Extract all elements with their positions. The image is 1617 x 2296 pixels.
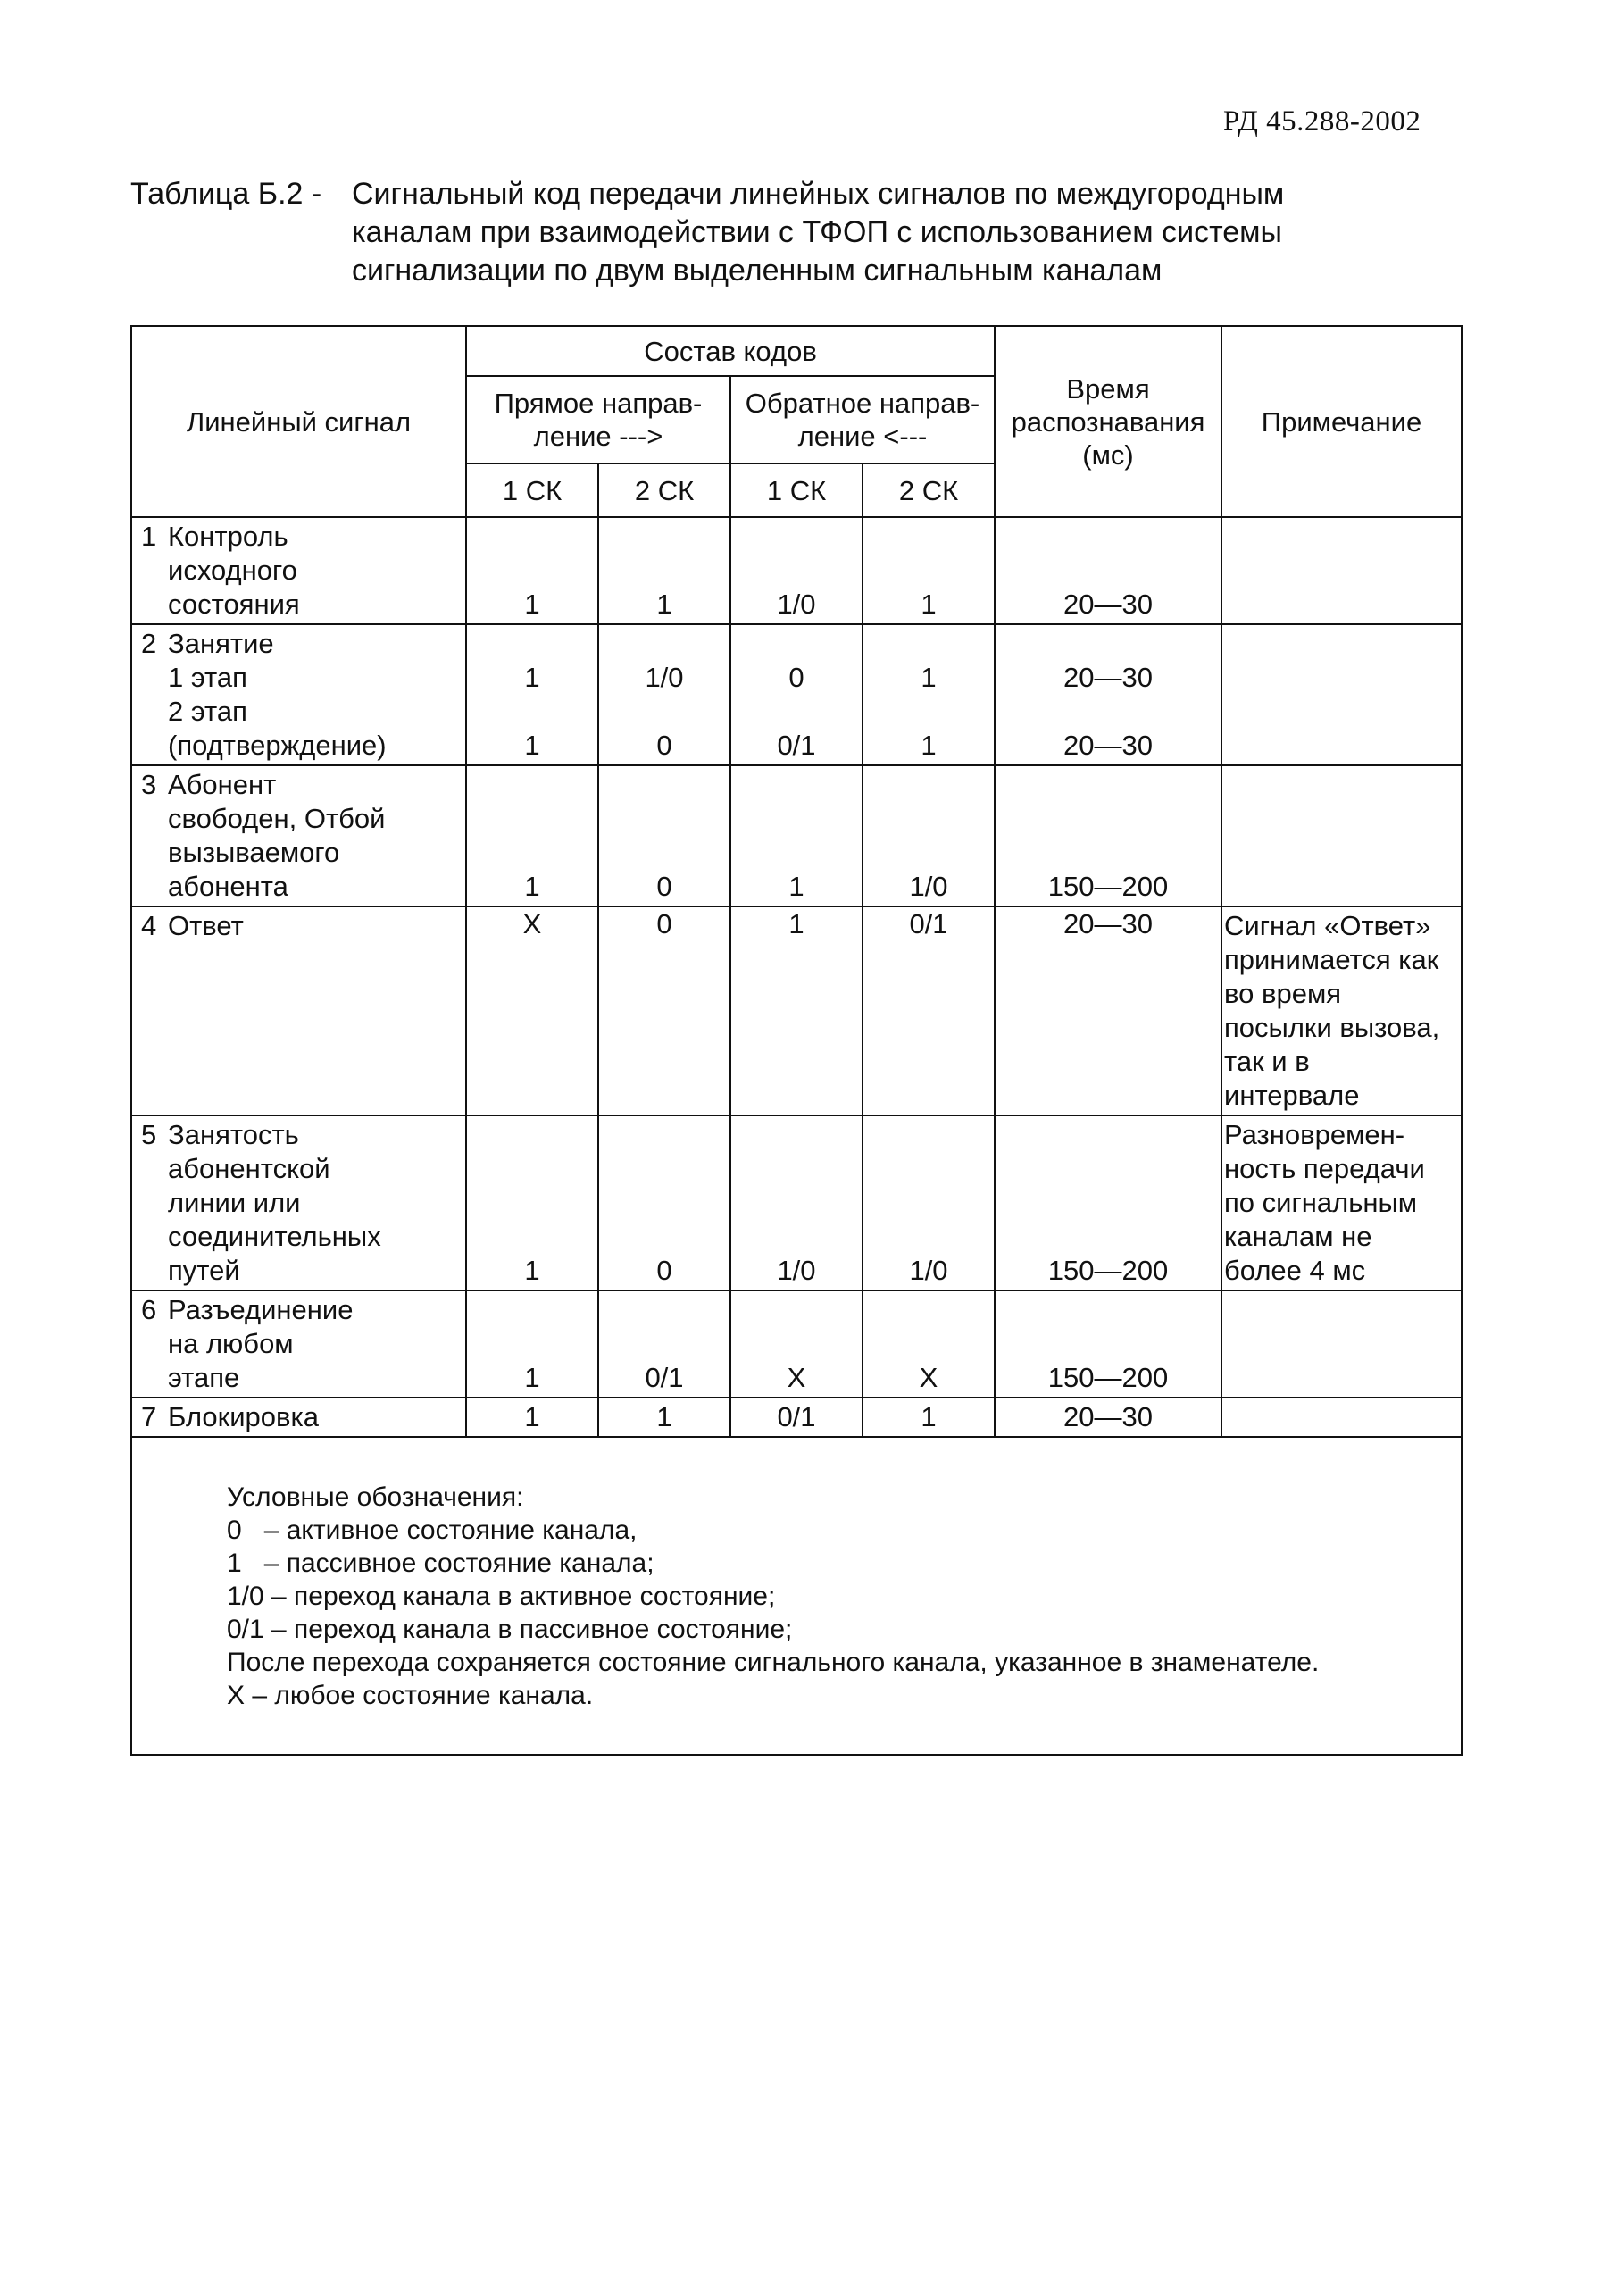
value-cell: X bbox=[863, 1290, 995, 1398]
value-stage2: 1 bbox=[921, 730, 937, 761]
note-cell bbox=[1221, 1398, 1462, 1437]
value-stage1: 0 bbox=[788, 662, 804, 693]
row-number: 4 bbox=[141, 910, 157, 941]
value-stage2: 1 bbox=[524, 730, 540, 761]
legend-item: После перехода сохраняется состояние сигнального канала, указанное в знаменателе. bbox=[227, 1648, 1320, 1677]
time-cell: 150—200 bbox=[995, 1115, 1221, 1290]
value-cell: 1 bbox=[466, 765, 598, 906]
signal-cell bbox=[131, 517, 466, 624]
value-cell: 0/1 bbox=[598, 1290, 730, 1398]
value-stage2: 0 bbox=[656, 730, 672, 761]
signal-line: 1 этап bbox=[168, 662, 247, 693]
value-stage2: 0/1 bbox=[777, 730, 816, 761]
value-cell: X bbox=[466, 906, 598, 1115]
table-row bbox=[131, 1115, 1462, 1290]
note-line: во время bbox=[1224, 978, 1342, 1009]
value-cell: 1/0 bbox=[863, 1115, 995, 1290]
value-cell: X bbox=[730, 1290, 863, 1398]
caption-line: сигнализации по двум выделенным сигнальным каналам bbox=[352, 254, 1163, 288]
signal-line: абонентской bbox=[168, 1153, 330, 1184]
note-cell bbox=[1221, 906, 1462, 1115]
legend-item: X – любое состояние канала. bbox=[227, 1681, 594, 1710]
header-codes: Состав кодов bbox=[466, 326, 995, 376]
value-stage1: 1 bbox=[524, 662, 540, 693]
time-cell: 20—30 bbox=[995, 517, 1221, 624]
value-cell: 1 bbox=[863, 517, 995, 624]
signal-cell bbox=[131, 624, 466, 765]
signal-cell bbox=[131, 906, 466, 1115]
signal-line: на любом bbox=[168, 1328, 294, 1359]
note-cell bbox=[1221, 517, 1462, 624]
row-number: 7 bbox=[141, 1401, 157, 1432]
note-line: более 4 мс bbox=[1224, 1255, 1366, 1286]
row-number: 1 bbox=[141, 521, 157, 552]
value-cell bbox=[466, 624, 598, 765]
value-cell: 1 bbox=[863, 1398, 995, 1437]
signal-cell bbox=[131, 1398, 466, 1437]
header-backward: Обратное направ-ление <--- bbox=[730, 376, 995, 463]
value-cell: 0/1 bbox=[730, 1398, 863, 1437]
value-cell: 0 bbox=[598, 765, 730, 906]
note-line: посылки вызова, bbox=[1224, 1012, 1440, 1043]
table-row bbox=[131, 624, 1462, 765]
value-cell: 1 bbox=[730, 906, 863, 1115]
value-cell bbox=[730, 624, 863, 765]
signal-line: Блокировка bbox=[168, 1401, 319, 1432]
row-number: 2 bbox=[141, 628, 157, 659]
value-stage1: 1 bbox=[921, 662, 937, 693]
signal-line: исходного bbox=[168, 555, 297, 586]
value-cell: 1 bbox=[466, 1398, 598, 1437]
signal-line: соединительных bbox=[168, 1221, 381, 1252]
header-time-text: Время распознавания (мс) bbox=[1011, 372, 1205, 471]
table-row bbox=[131, 906, 1462, 1115]
value-cell: 1 bbox=[598, 1398, 730, 1437]
signal-line: Абонент bbox=[168, 769, 277, 800]
caption-lead: Таблица Б.2 - bbox=[130, 177, 322, 211]
note-line: Сигнал «Ответ» bbox=[1224, 910, 1431, 941]
note-line: интервале bbox=[1224, 1080, 1360, 1111]
signal-line: абонента bbox=[168, 871, 288, 902]
note-cell bbox=[1221, 624, 1462, 765]
value-cell: 1 bbox=[730, 765, 863, 906]
value-cell: 1/0 bbox=[730, 517, 863, 624]
legend-row bbox=[131, 1437, 1462, 1755]
value-cell: 1 bbox=[598, 517, 730, 624]
time-cell: 150—200 bbox=[995, 1290, 1221, 1398]
document-number: РД 45.288-2002 bbox=[1223, 105, 1421, 138]
time-cell bbox=[995, 624, 1221, 765]
note-cell bbox=[1221, 765, 1462, 906]
legend-item: 1 – пассивное состояние канала; bbox=[227, 1549, 654, 1578]
value-cell: 0 bbox=[598, 906, 730, 1115]
header-ck1-forward: 1 СК bbox=[466, 463, 598, 517]
signal-line: путей bbox=[168, 1255, 240, 1286]
table-row bbox=[131, 765, 1462, 906]
legend-title: Условные обозначения: bbox=[227, 1482, 524, 1512]
signal-cell bbox=[131, 765, 466, 906]
header-ck1-backward: 1 СК bbox=[730, 463, 863, 517]
note-line: каналам не bbox=[1224, 1221, 1372, 1252]
table-row bbox=[131, 1398, 1462, 1437]
signal-line: Разъединение bbox=[168, 1294, 354, 1325]
signal-line: Занятие bbox=[168, 628, 274, 659]
table-row bbox=[131, 517, 1462, 624]
note-line: так и в bbox=[1224, 1046, 1310, 1077]
value-cell bbox=[863, 624, 995, 765]
signal-line: Занятость bbox=[168, 1119, 299, 1150]
legend-item: 0/1 – переход канала в пассивное состояние; bbox=[227, 1615, 793, 1644]
signal-line: Ответ bbox=[168, 910, 244, 941]
signal-line: Контроль bbox=[168, 521, 288, 552]
time-stage2: 20—30 bbox=[1063, 730, 1153, 761]
header-note: Примечание bbox=[1221, 326, 1462, 517]
value-cell: 1 bbox=[466, 517, 598, 624]
signal-line: этапе bbox=[168, 1362, 240, 1393]
signal-cell bbox=[131, 1115, 466, 1290]
legend-cell bbox=[131, 1437, 1462, 1755]
table-row bbox=[131, 1290, 1462, 1398]
time-cell: 150—200 bbox=[995, 765, 1221, 906]
signal-line: свободен, Отбой bbox=[168, 803, 386, 834]
signal-line: вызываемого bbox=[168, 837, 340, 868]
legend bbox=[132, 1438, 1461, 1712]
value-cell bbox=[598, 624, 730, 765]
note-line: принимается как bbox=[1224, 944, 1439, 975]
note-cell bbox=[1221, 1290, 1462, 1398]
value-cell: 1/0 bbox=[863, 765, 995, 906]
signal-cell bbox=[131, 1290, 466, 1398]
row-number: 3 bbox=[141, 769, 157, 800]
legend-item: 1/0 – переход канала в активное состояние; bbox=[227, 1582, 776, 1611]
signal-line: состояния bbox=[168, 589, 300, 620]
note-line: ность передачи bbox=[1224, 1153, 1425, 1184]
note-line: Разновремен- bbox=[1224, 1119, 1405, 1150]
note-cell bbox=[1221, 1115, 1462, 1290]
header-ck2-forward: 2 СК bbox=[598, 463, 730, 517]
header-time bbox=[995, 326, 1221, 517]
caption-line: Сигнальный код передачи линейных сигналов по междугородным bbox=[352, 177, 1285, 211]
time-cell: 20—30 bbox=[995, 906, 1221, 1115]
value-cell: 1 bbox=[466, 1290, 598, 1398]
signal-line: (подтверждение) bbox=[168, 730, 387, 761]
row-number: 5 bbox=[141, 1119, 157, 1150]
time-cell: 20—30 bbox=[995, 1398, 1221, 1437]
row-number: 6 bbox=[141, 1294, 157, 1325]
header-ck2-backward: 2 СК bbox=[863, 463, 995, 517]
legend-item: 0 – активное состояние канала, bbox=[227, 1515, 638, 1545]
time-stage1: 20—30 bbox=[1063, 662, 1153, 693]
value-cell: 0 bbox=[598, 1115, 730, 1290]
value-cell: 1/0 bbox=[730, 1115, 863, 1290]
value-cell: 1 bbox=[466, 1115, 598, 1290]
value-stage1: 1/0 bbox=[645, 662, 684, 693]
signal-line: линии или bbox=[168, 1187, 301, 1218]
header-signal: Линейный сигнал bbox=[131, 326, 466, 517]
caption-line: каналам при взаимодействии с ТФОП с использованием системы bbox=[352, 215, 1282, 249]
value-cell: 0/1 bbox=[863, 906, 995, 1115]
signal-code-table bbox=[130, 325, 1463, 1756]
header-forward: Прямое направ-ление ---> bbox=[466, 376, 730, 463]
note-line: по сигнальным bbox=[1224, 1187, 1418, 1218]
signal-line: 2 этап bbox=[168, 696, 247, 727]
